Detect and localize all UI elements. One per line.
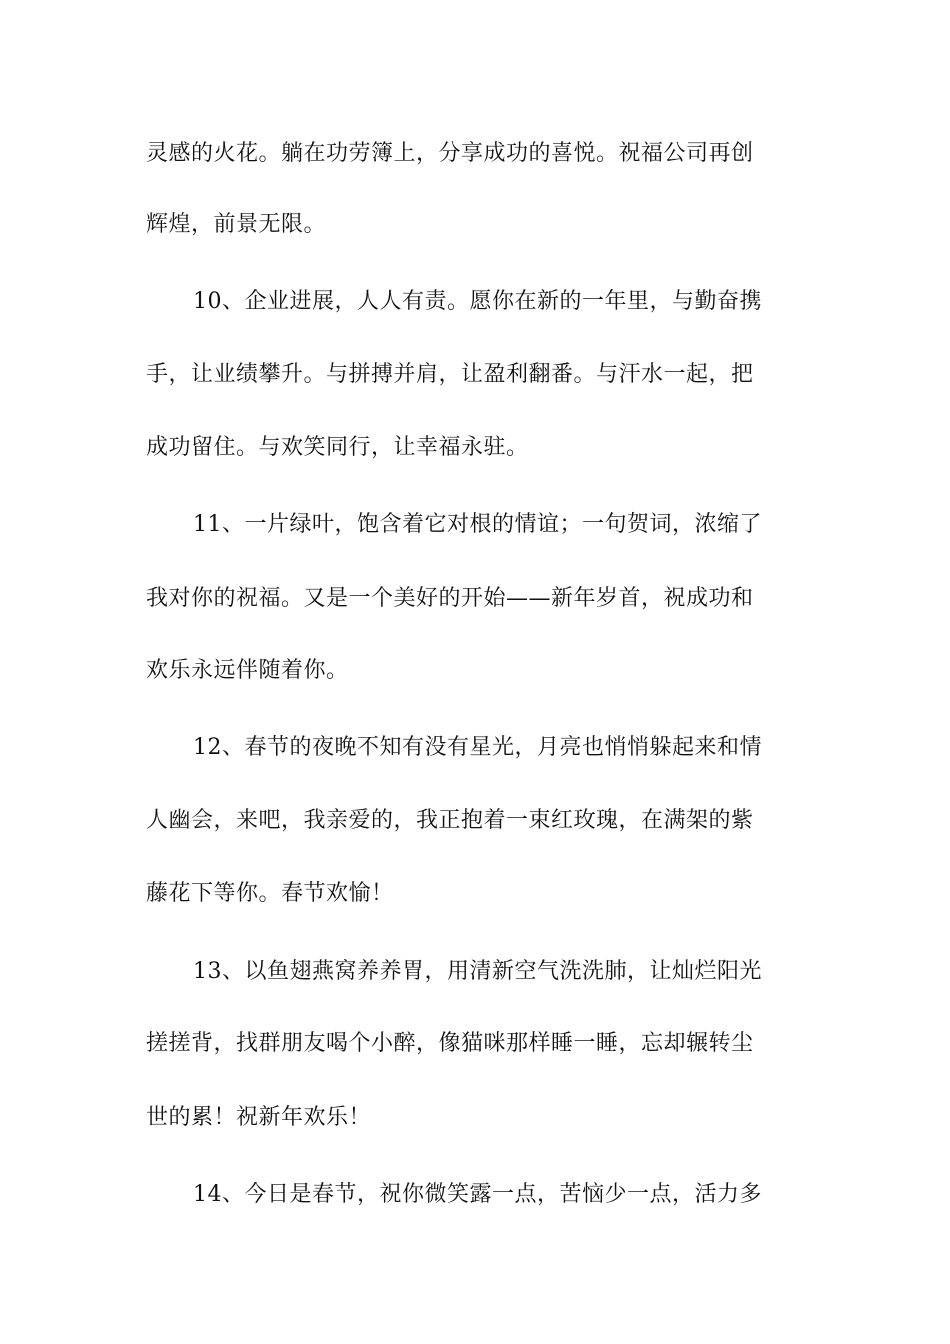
paragraph-13-line: 13、以鱼翅燕窝养养胃，用清新空气洗洗肺，让灿烂阳光 (193, 959, 762, 984)
text-line: 辉煌，前景无限。 (146, 212, 327, 237)
paragraph-10-line: 10、企业进展，人人有责。愿你在新的一年里，与勤奋携 (193, 289, 762, 314)
text-line: 我对你的祝福。又是一个美好的开始——新年岁首，祝成功和 (146, 586, 754, 611)
paragraph-12-line: 12、春节的夜晚不知有没有星光，月亮也悄悄躲起来和情 (193, 735, 762, 760)
text-line: 藤花下等你。春节欢愉！ (146, 881, 394, 906)
text-line: 人幽会，来吧，我亲爱的，我正抱着一束红玫瑰，在满架的紫 (146, 808, 754, 833)
paragraph-14-line: 14、今日是春节，祝你微笑露一点，苦恼少一点，活力多 (193, 1182, 762, 1207)
text-line: 欢乐永远伴随着你。 (146, 658, 349, 683)
text-line: 成功留住。与欢笑同行，让幸福永驻。 (146, 435, 529, 460)
text-line: 灵感的火花。躺在功劳簿上，分享成功的喜悦。祝福公司再创 (146, 141, 754, 166)
text-line: 搓搓背，找群朋友喝个小醉，像猫咪那样睡一睡，忘却辗转尘 (146, 1031, 754, 1056)
paragraph-11-line: 11、一片绿叶，饱含着它对根的情谊；一句贺词，浓缩了 (193, 512, 762, 537)
text-line: 世的累！祝新年欢乐！ (146, 1105, 372, 1130)
text-line: 手，让业绩攀升。与拼搏并肩，让盈利翻番。与汗水一起，把 (146, 362, 754, 387)
